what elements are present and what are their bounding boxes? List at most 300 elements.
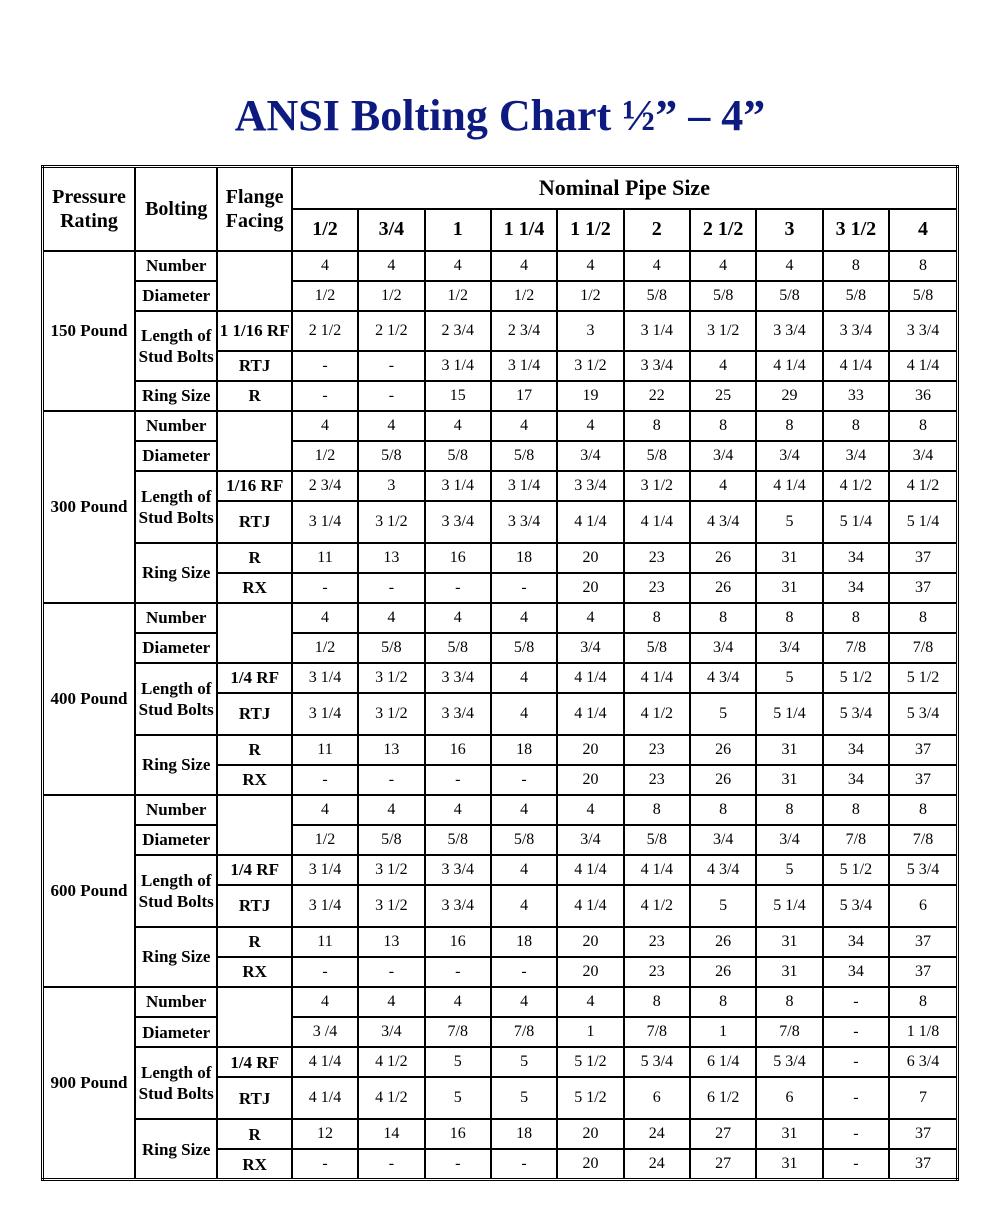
value-cell: 4 (491, 603, 557, 633)
value-cell: 34 (823, 573, 889, 603)
value-cell: 5/8 (889, 281, 957, 311)
value-cell: 20 (557, 1149, 623, 1179)
value-cell: 18 (491, 1119, 557, 1149)
pressure-rating-cell: 150 Pound (43, 251, 136, 411)
value-cell: 1/2 (292, 441, 358, 471)
value-cell: 26 (690, 573, 756, 603)
value-cell: 11 (292, 927, 358, 957)
pipe-size-header: 3 (756, 209, 822, 251)
length-rf-row (43, 663, 958, 693)
value-cell: 4 (292, 251, 358, 281)
value-cell: 3 /4 (292, 1017, 358, 1047)
value-cell: 8 (823, 411, 889, 441)
value-cell: 2 3/4 (491, 311, 557, 351)
value-cell: 8 (889, 987, 957, 1017)
rf-facing-label: 1 1/16 RF (217, 311, 291, 351)
value-cell: 20 (557, 927, 623, 957)
value-cell: 31 (756, 543, 822, 573)
pipe-size-header: 2 1/2 (690, 209, 756, 251)
value-cell: - (491, 573, 557, 603)
value-cell: 23 (624, 765, 690, 795)
value-cell: 4 (557, 251, 623, 281)
value-cell: 4 (292, 603, 358, 633)
value-cell: 36 (889, 381, 957, 411)
value-cell: 5 (491, 1077, 557, 1119)
value-cell: 4 1/4 (823, 351, 889, 381)
value-cell: 8 (823, 795, 889, 825)
value-cell: 3 1/4 (292, 693, 358, 735)
value-cell: 26 (690, 927, 756, 957)
value-cell: 13 (358, 927, 424, 957)
value-cell: - (823, 1047, 889, 1077)
value-cell: 34 (823, 957, 889, 987)
value-cell: 4 1/4 (889, 351, 957, 381)
value-cell: 5/8 (624, 441, 690, 471)
number-label: Number (135, 251, 217, 281)
rx-facing-label: RX (217, 573, 291, 603)
diameter-label: Diameter (135, 825, 217, 855)
value-cell: - (358, 573, 424, 603)
value-cell: 5 (756, 663, 822, 693)
value-cell: 7/8 (889, 633, 957, 663)
value-cell: 4 (491, 663, 557, 693)
value-cell: 23 (624, 957, 690, 987)
value-cell: 16 (425, 927, 491, 957)
value-cell: 11 (292, 543, 358, 573)
length-of-stud-bolts-label: Length of Stud Bolts (135, 1047, 217, 1119)
value-cell: 3 1/2 (690, 311, 756, 351)
value-cell: 24 (624, 1119, 690, 1149)
value-cell: - (491, 957, 557, 987)
value-cell: 4 (491, 251, 557, 281)
value-cell: 33 (823, 381, 889, 411)
value-cell: 4 (491, 795, 557, 825)
value-cell: 4 1/4 (557, 663, 623, 693)
value-cell: 2 3/4 (292, 471, 358, 501)
length-of-stud-bolts-label: Length of Stud Bolts (135, 663, 217, 735)
value-cell: 6 3/4 (889, 1047, 957, 1077)
pipe-size-header: 1 1/2 (557, 209, 623, 251)
value-cell: 4 (425, 987, 491, 1017)
value-cell: 29 (756, 381, 822, 411)
value-cell: 37 (889, 957, 957, 987)
value-cell: 12 (292, 1119, 358, 1149)
r-facing-label: R (217, 543, 291, 573)
value-cell: 8 (624, 987, 690, 1017)
length-rf-row (43, 855, 958, 885)
value-cell: 3/4 (557, 825, 623, 855)
value-cell: 8 (889, 603, 957, 633)
value-cell: 4 1/2 (358, 1077, 424, 1119)
value-cell: 5/8 (690, 281, 756, 311)
number-row (43, 251, 958, 281)
pressure-rating-cell: 600 Pound (43, 795, 136, 987)
value-cell: 5/8 (358, 633, 424, 663)
value-cell: 4 1/4 (292, 1077, 358, 1119)
value-cell: 31 (756, 573, 822, 603)
empty-facing-cell (217, 603, 291, 663)
rf-facing-label: 1/4 RF (217, 855, 291, 885)
value-cell: 3/4 (823, 441, 889, 471)
pipe-size-header: 4 (889, 209, 957, 251)
value-cell: - (292, 573, 358, 603)
value-cell: 5/8 (624, 633, 690, 663)
value-cell: 7/8 (624, 1017, 690, 1047)
page-title: ANSI Bolting Chart ½” – 4” (234, 91, 766, 140)
length-of-stud-bolts-label: Length of Stud Bolts (135, 471, 217, 543)
value-cell: 18 (491, 543, 557, 573)
value-cell: 5 3/4 (889, 693, 957, 735)
value-cell: 4 1/4 (756, 471, 822, 501)
value-cell: 16 (425, 735, 491, 765)
value-cell: 16 (425, 543, 491, 573)
ring-size-label: Ring Size (135, 543, 217, 603)
value-cell: 37 (889, 927, 957, 957)
value-cell: 3/4 (889, 441, 957, 471)
value-cell: 4 (425, 411, 491, 441)
value-cell: 18 (491, 927, 557, 957)
value-cell: 37 (889, 1149, 957, 1179)
value-cell: 4 (557, 795, 623, 825)
value-cell: 3 1/2 (358, 693, 424, 735)
value-cell: 4 (624, 251, 690, 281)
value-cell: 5/8 (425, 441, 491, 471)
value-cell: 3 1/2 (624, 471, 690, 501)
value-cell: 1 (690, 1017, 756, 1047)
value-cell: 5 1/4 (756, 885, 822, 927)
value-cell: 5 1/4 (756, 693, 822, 735)
number-row (43, 987, 958, 1017)
value-cell: 4 3/4 (690, 663, 756, 693)
value-cell: 4 (292, 411, 358, 441)
value-cell: - (358, 1149, 424, 1179)
value-cell: 3 3/4 (557, 471, 623, 501)
value-cell: 5 1/4 (889, 501, 957, 543)
value-cell: 6 1/4 (690, 1047, 756, 1077)
value-cell: 34 (823, 543, 889, 573)
r-facing-label: R (217, 381, 291, 411)
value-cell: - (292, 957, 358, 987)
value-cell: 3 3/4 (823, 311, 889, 351)
ring-size-r-row (43, 927, 958, 957)
number-label: Number (135, 987, 217, 1017)
pipe-size-header: 1 1/4 (491, 209, 557, 251)
value-cell: 8 (889, 251, 957, 281)
rtj-facing-label: RTJ (217, 885, 291, 927)
flange-facing-header: Flange Facing (217, 167, 291, 251)
value-cell: 26 (690, 765, 756, 795)
value-cell: 4 (425, 251, 491, 281)
value-cell: 4 (557, 987, 623, 1017)
pressure-rating-cell: 900 Pound (43, 987, 136, 1180)
value-cell: 6 1/2 (690, 1077, 756, 1119)
value-cell: 7/8 (823, 633, 889, 663)
value-cell: 4 3/4 (690, 501, 756, 543)
empty-facing-cell (217, 987, 291, 1047)
value-cell: 5/8 (425, 633, 491, 663)
value-cell: 5 (425, 1047, 491, 1077)
diameter-row (43, 1017, 958, 1047)
bolting-header: Bolting (135, 167, 217, 251)
value-cell: 4 (491, 411, 557, 441)
value-cell: 4 1/4 (557, 885, 623, 927)
value-cell: 20 (557, 543, 623, 573)
value-cell: 3 3/4 (889, 311, 957, 351)
value-cell: 8 (889, 795, 957, 825)
value-cell: 31 (756, 1149, 822, 1179)
value-cell: 7/8 (756, 1017, 822, 1047)
value-cell: 4 1/4 (557, 501, 623, 543)
rtj-facing-label: RTJ (217, 501, 291, 543)
value-cell: 3/4 (756, 633, 822, 663)
ring-size-r-row (43, 543, 958, 573)
pipe-size-header: 3/4 (358, 209, 424, 251)
value-cell: 18 (491, 735, 557, 765)
value-cell: 4 (358, 411, 424, 441)
value-cell: 4 (557, 603, 623, 633)
value-cell: - (823, 1077, 889, 1119)
value-cell: 16 (425, 1119, 491, 1149)
value-cell: 27 (690, 1149, 756, 1179)
value-cell: 8 (690, 603, 756, 633)
value-cell: - (292, 381, 358, 411)
value-cell: 1/2 (491, 281, 557, 311)
rtj-facing-label: RTJ (217, 693, 291, 735)
value-cell: 3 3/4 (425, 501, 491, 543)
value-cell: 6 (756, 1077, 822, 1119)
value-cell: 5 (690, 885, 756, 927)
value-cell: 5/8 (624, 281, 690, 311)
value-cell: 5/8 (425, 825, 491, 855)
value-cell: 20 (557, 765, 623, 795)
value-cell: 3 3/4 (624, 351, 690, 381)
value-cell: 31 (756, 1119, 822, 1149)
value-cell: 4 (425, 795, 491, 825)
value-cell: 5 3/4 (756, 1047, 822, 1077)
length-rf-row (43, 311, 958, 351)
value-cell: 4 (491, 987, 557, 1017)
value-cell: 26 (690, 957, 756, 987)
value-cell: 3/4 (690, 825, 756, 855)
rtj-facing-label: RTJ (217, 1077, 291, 1119)
value-cell: 4 (292, 795, 358, 825)
value-cell: 17 (491, 381, 557, 411)
pressure-rating-cell: 400 Pound (43, 603, 136, 795)
value-cell: - (823, 987, 889, 1017)
value-cell: 3 1/4 (491, 471, 557, 501)
value-cell: 3 1/4 (292, 663, 358, 693)
value-cell: 5 (756, 855, 822, 885)
value-cell: - (358, 765, 424, 795)
value-cell: 5/8 (491, 441, 557, 471)
value-cell: 1/2 (358, 281, 424, 311)
diameter-row (43, 633, 958, 663)
length-rf-row (43, 471, 958, 501)
value-cell: 5 3/4 (889, 855, 957, 885)
value-cell: 3 3/4 (756, 311, 822, 351)
value-cell: 4 1/4 (624, 501, 690, 543)
value-cell: 4 1/4 (624, 663, 690, 693)
value-cell: 5 (425, 1077, 491, 1119)
value-cell: 3 1/2 (358, 855, 424, 885)
table-body (43, 167, 958, 1180)
value-cell: 34 (823, 735, 889, 765)
value-cell: 5 1/2 (823, 855, 889, 885)
value-cell: 2 1/2 (358, 311, 424, 351)
value-cell: 5 (491, 1047, 557, 1077)
value-cell: 3/4 (690, 633, 756, 663)
value-cell: 5/8 (491, 825, 557, 855)
value-cell: 8 (756, 411, 822, 441)
rx-facing-label: RX (217, 1149, 291, 1179)
value-cell: - (491, 765, 557, 795)
header-row (43, 167, 958, 209)
value-cell: - (425, 573, 491, 603)
pressure-rating-cell: 300 Pound (43, 411, 136, 603)
value-cell: 4 (491, 855, 557, 885)
value-cell: 3 1/2 (358, 885, 424, 927)
number-label: Number (135, 795, 217, 825)
value-cell: 4 1/4 (292, 1047, 358, 1077)
value-cell: 7/8 (823, 825, 889, 855)
value-cell: 13 (358, 543, 424, 573)
number-row (43, 411, 958, 441)
value-cell: - (823, 1149, 889, 1179)
value-cell: 3 1/4 (292, 501, 358, 543)
rf-facing-label: 1/16 RF (217, 471, 291, 501)
value-cell: 31 (756, 927, 822, 957)
value-cell: 4 1/2 (624, 885, 690, 927)
bolting-chart-table (41, 165, 959, 1181)
value-cell: 8 (624, 411, 690, 441)
value-cell: 3/4 (756, 825, 822, 855)
value-cell: 4 1/4 (557, 693, 623, 735)
value-cell: 1 1/8 (889, 1017, 957, 1047)
value-cell: 37 (889, 765, 957, 795)
value-cell: 4 (491, 885, 557, 927)
value-cell: 4 (358, 987, 424, 1017)
length-of-stud-bolts-label: Length of Stud Bolts (135, 311, 217, 381)
pipe-size-header: 2 (624, 209, 690, 251)
value-cell: 8 (624, 603, 690, 633)
value-cell: 7/8 (425, 1017, 491, 1047)
value-cell: 5 1/2 (823, 663, 889, 693)
number-label: Number (135, 603, 217, 633)
value-cell: 23 (624, 573, 690, 603)
value-cell: 4 (358, 603, 424, 633)
value-cell: 24 (624, 1149, 690, 1179)
number-label: Number (135, 411, 217, 441)
value-cell: 5 3/4 (624, 1047, 690, 1077)
value-cell: 20 (557, 957, 623, 987)
value-cell: - (823, 1119, 889, 1149)
value-cell: 4 (491, 693, 557, 735)
value-cell: - (358, 381, 424, 411)
value-cell: 4 1/2 (358, 1047, 424, 1077)
value-cell: 23 (624, 735, 690, 765)
value-cell: 4 3/4 (690, 855, 756, 885)
value-cell: 5 3/4 (823, 885, 889, 927)
value-cell: - (292, 765, 358, 795)
value-cell: 7 (889, 1077, 957, 1119)
value-cell: - (491, 1149, 557, 1179)
diameter-label: Diameter (135, 633, 217, 663)
value-cell: 7/8 (889, 825, 957, 855)
pipe-size-header: 3 1/2 (823, 209, 889, 251)
value-cell: 5 (756, 501, 822, 543)
value-cell: 8 (756, 603, 822, 633)
value-cell: 14 (358, 1119, 424, 1149)
value-cell: 8 (756, 987, 822, 1017)
value-cell: 4 (690, 471, 756, 501)
value-cell: 1/2 (292, 281, 358, 311)
r-facing-label: R (217, 927, 291, 957)
value-cell: 5/8 (823, 281, 889, 311)
value-cell: 25 (690, 381, 756, 411)
value-cell: 1/2 (557, 281, 623, 311)
value-cell: 3 1/4 (425, 351, 491, 381)
value-cell: 4 (756, 251, 822, 281)
pipe-size-header: 1 (425, 209, 491, 251)
value-cell: 3/4 (358, 1017, 424, 1047)
value-cell: 1/2 (292, 633, 358, 663)
value-cell: 20 (557, 735, 623, 765)
diameter-row (43, 281, 958, 311)
value-cell: 8 (889, 411, 957, 441)
ring-size-label: Ring Size (135, 1119, 217, 1179)
value-cell: - (823, 1017, 889, 1047)
empty-facing-cell (217, 251, 291, 311)
value-cell: 20 (557, 1119, 623, 1149)
value-cell: 3 (358, 471, 424, 501)
number-row (43, 795, 958, 825)
value-cell: 5/8 (358, 825, 424, 855)
value-cell: 3 1/4 (292, 855, 358, 885)
pipe-size-header: 1/2 (292, 209, 358, 251)
value-cell: 31 (756, 735, 822, 765)
value-cell: - (358, 351, 424, 381)
value-cell: 5 3/4 (823, 693, 889, 735)
value-cell: 1/2 (292, 825, 358, 855)
diameter-label: Diameter (135, 281, 217, 311)
value-cell: 3 1/2 (358, 501, 424, 543)
value-cell: 3/4 (557, 633, 623, 663)
value-cell: 11 (292, 735, 358, 765)
value-cell: 5 1/2 (557, 1047, 623, 1077)
r-facing-label: R (217, 1119, 291, 1149)
value-cell: 37 (889, 573, 957, 603)
value-cell: 5/8 (624, 825, 690, 855)
value-cell: 1/2 (425, 281, 491, 311)
value-cell: 4 (690, 251, 756, 281)
value-cell: 1 (557, 1017, 623, 1047)
value-cell: 8 (690, 795, 756, 825)
value-cell: 5/8 (358, 441, 424, 471)
value-cell: 8 (690, 411, 756, 441)
value-cell: 37 (889, 1119, 957, 1149)
value-cell: 3 1/4 (624, 311, 690, 351)
value-cell: 4 (557, 411, 623, 441)
value-cell: 8 (823, 603, 889, 633)
value-cell: - (358, 957, 424, 987)
value-cell: 31 (756, 765, 822, 795)
value-cell: 3/4 (756, 441, 822, 471)
ring-size-label: Ring Size (135, 927, 217, 987)
value-cell: 8 (756, 795, 822, 825)
rf-facing-label: 1/4 RF (217, 663, 291, 693)
value-cell: 3 (557, 311, 623, 351)
empty-facing-cell (217, 795, 291, 855)
